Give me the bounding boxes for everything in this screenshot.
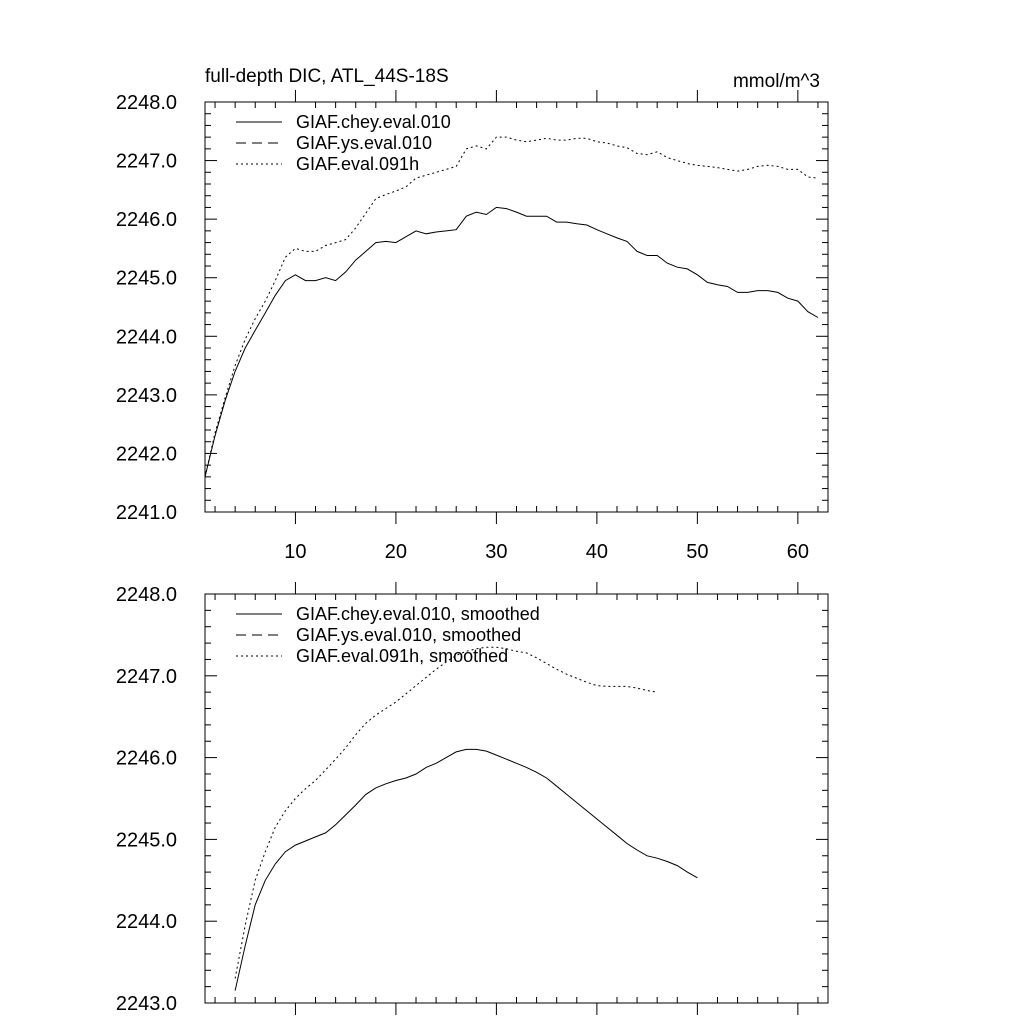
legend-label: GIAF.chey.eval.010, smoothed xyxy=(296,604,540,624)
y-tick-label: 2245.0 xyxy=(115,829,177,852)
y-tick-label: 2248.0 xyxy=(115,584,177,606)
y-tick-label: 2243.0 xyxy=(115,993,177,1015)
legend-label: GIAF.eval.091h xyxy=(296,154,420,174)
legend-label: GIAF.ys.eval.010, smoothed xyxy=(296,625,522,645)
series-line-0 xyxy=(205,207,818,477)
series-line-0 xyxy=(235,749,697,990)
y-tick-label: 2247.0 xyxy=(115,150,177,173)
x-tick-label: 40 xyxy=(585,541,609,563)
units-label: mmol/m^3 xyxy=(732,71,820,92)
legend-label: GIAF.chey.eval.010 xyxy=(296,112,451,132)
x-tick-label: 20 xyxy=(384,541,408,563)
series-line-2 xyxy=(235,647,657,978)
legend-label: GIAF.eval.091h, smoothed xyxy=(296,646,509,666)
y-tick-label: 2244.0 xyxy=(115,326,177,349)
x-tick-label: 30 xyxy=(485,541,508,563)
y-tick-label: 2246.0 xyxy=(115,209,177,232)
x-tick-label: 50 xyxy=(686,541,709,563)
y-tick-label: 2242.0 xyxy=(115,443,177,466)
chart-title: full-depth DIC, ATL_44S-18S xyxy=(205,66,449,87)
y-tick-label: 2241.0 xyxy=(115,502,177,524)
legend-label: GIAF.ys.eval.010 xyxy=(296,133,433,153)
y-tick-label: 2243.0 xyxy=(115,384,177,407)
y-tick-label: 2244.0 xyxy=(115,911,177,934)
y-tick-label: 2247.0 xyxy=(115,665,177,688)
y-tick-label: 2245.0 xyxy=(115,267,177,290)
top-panel xyxy=(116,66,828,563)
bottom-panel xyxy=(116,582,828,1015)
y-tick-label: 2248.0 xyxy=(115,92,177,114)
y-tick-label: 2246.0 xyxy=(115,747,177,770)
x-tick-label: 60 xyxy=(786,541,809,563)
x-tick-label: 10 xyxy=(284,541,307,563)
series-line-2 xyxy=(205,137,818,477)
